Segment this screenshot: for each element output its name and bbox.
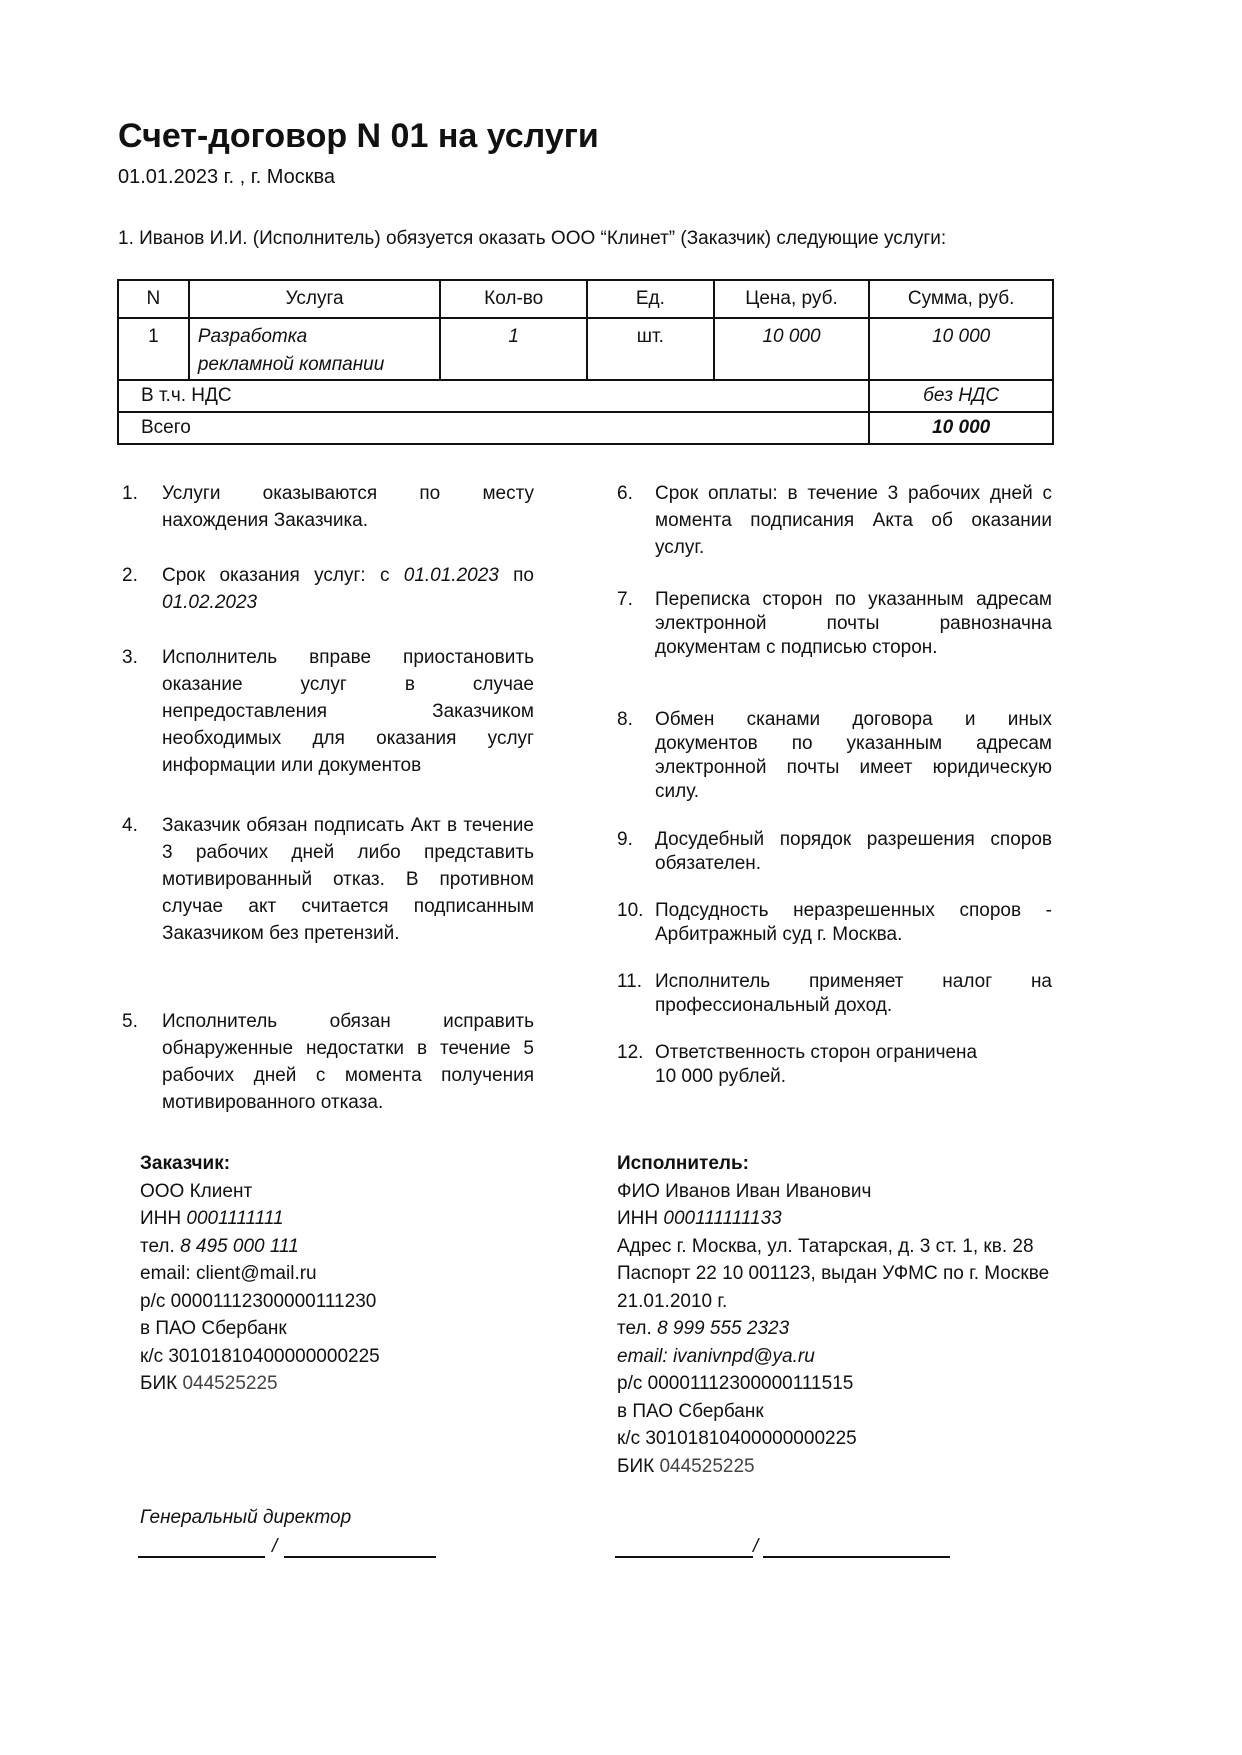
term-text: Услуги оказываются по месту нахождения Заказчика. <box>162 483 534 531</box>
term-line2: 10 000 рублей. <box>655 1066 787 1087</box>
table-header-row <box>118 280 1053 318</box>
term-number: 4. <box>122 815 138 836</box>
contractor-email: email: ivanivnpd@ya.ru <box>617 1345 815 1367</box>
services-table <box>117 279 1054 445</box>
cell-sum: 10 000 <box>869 318 1053 380</box>
customer-phone <box>140 1233 380 1261</box>
header-unit: Ед. <box>587 280 714 318</box>
term-text <box>162 562 534 616</box>
term-text: Подсудность неразрешенных споров - Арбитражный суд г. Москва. <box>655 900 1052 945</box>
contractor-inn <box>617 1205 1049 1233</box>
contractor-signature-line <box>615 1534 955 1558</box>
bik-label: БИК <box>617 1455 660 1477</box>
term-text: Досудебный порядок разрешения споров обязателен. <box>655 829 1052 874</box>
vat-label: В т.ч. НДС <box>118 380 869 412</box>
bik-label: БИК <box>140 1373 183 1394</box>
cell-n: 1 <box>118 318 189 380</box>
header-n: N <box>118 280 189 318</box>
term-number: 8. <box>617 709 633 730</box>
total-value: 10 000 <box>869 412 1053 444</box>
cell-price: 10 000 <box>714 318 870 380</box>
term-number: 12. <box>617 1042 644 1063</box>
term-item <box>122 480 534 534</box>
contractor-passport-date: 21.01.2010 г. <box>617 1290 728 1312</box>
term-middle: по <box>498 565 534 586</box>
term-text: Исполнитель обязан исправить обнаруженные недостатки в течение 5 рабочих дней с момента получения мотивированного отказа. <box>162 1011 534 1113</box>
customer-corr-account: к/с 30101810400000000225 <box>140 1345 380 1367</box>
phone-label: тел. <box>140 1235 181 1257</box>
phone-value: 8 495 000 111 <box>180 1235 299 1257</box>
contractor-account: р/с 00001112300000111515 <box>617 1373 854 1394</box>
customer-signatory-role: Генеральный директор <box>140 1507 352 1528</box>
service-line2: рекламной компании <box>197 354 385 375</box>
phone-value: 8 999 555 2323 <box>657 1318 790 1339</box>
term-item <box>617 708 1052 804</box>
inn-value: 000111111133 <box>663 1208 782 1229</box>
inn-label: ИНН <box>617 1208 664 1229</box>
service-line1: Разработка <box>197 326 308 347</box>
customer-details <box>140 1150 380 1398</box>
term-number: 7. <box>617 589 633 610</box>
header-price: Цена, руб. <box>714 280 870 318</box>
name-field <box>284 1556 436 1558</box>
term-prefix: Срок оказания услуг: с <box>162 565 404 586</box>
total-label: Всего <box>118 412 869 444</box>
term-text: Обмен сканами договора и иных документов по указанным адресам электронной почты имеет юридическую силу. <box>655 709 1052 802</box>
bik-value: 044525225 <box>659 1455 755 1477</box>
term-number: 3. <box>122 647 138 668</box>
term-number: 5. <box>122 1011 138 1032</box>
signature-field <box>138 1556 265 1558</box>
term-text <box>655 1041 1052 1089</box>
table-row <box>118 318 1053 380</box>
page-title: Счет-договор N 01 на услуги <box>118 117 599 155</box>
contractor-phone <box>617 1315 1049 1343</box>
term-number: 2. <box>122 565 138 586</box>
customer-bank: в ПАО Сбербанк <box>140 1318 287 1339</box>
contractor-bik <box>617 1453 1049 1481</box>
intro-paragraph: 1. Иванов И.И. (Исполнитель) обязуется оказать ООО “Клинет” (Заказчик) следующие услуги: <box>118 228 947 249</box>
term-item <box>617 480 1052 561</box>
term-item <box>617 1041 1052 1089</box>
term-number: 1. <box>122 483 138 504</box>
term-text: Исполнитель применяет налог на профессиональный доход. <box>655 971 1052 1016</box>
cell-qty: 1 <box>440 318 587 380</box>
signature-field <box>615 1556 753 1558</box>
term-number: 6. <box>617 483 633 504</box>
term-number: 9. <box>617 829 633 850</box>
header-qty: Кол-во <box>440 280 587 318</box>
contractor-bank: в ПАО Сбербанк <box>617 1400 764 1422</box>
date-and-city: 01.01.2023 г. , г. Москва <box>118 166 335 188</box>
term-number: 10. <box>617 900 644 921</box>
term-item <box>122 812 534 947</box>
contractor-label: Исполнитель: <box>617 1153 750 1174</box>
term-text: Срок оплаты: в течение 3 рабочих дней с момента подписания Акта об оказании услуг. <box>655 483 1052 558</box>
header-sum: Сумма, руб. <box>869 280 1053 318</box>
customer-inn <box>140 1205 380 1233</box>
term-item <box>617 828 1052 876</box>
inn-label: ИНН <box>140 1208 187 1229</box>
vat-value: без НДС <box>869 380 1053 412</box>
bik-value: 044525225 <box>182 1373 278 1394</box>
header-service: Услуга <box>189 280 441 318</box>
cell-unit: шт. <box>587 318 714 380</box>
customer-label: Заказчик: <box>140 1153 231 1174</box>
term-text: Переписка сторон по указанным адресам электронной почты равнозначна документам с подписью сторон. <box>655 589 1052 658</box>
term-text: Заказчик обязан подписать Акт в течение 3 рабочих дней либо представить мотивированный отказ. В противном случае акт считается подписанным Заказчиком без претензий. <box>162 815 534 944</box>
name-field <box>763 1556 950 1558</box>
date-from: 01.01.2023 <box>403 565 499 586</box>
phone-label: тел. <box>617 1318 658 1339</box>
date-to: 01.02.2023 <box>162 592 258 613</box>
contractor-address: Адрес г. Москва, ул. Татарская, д. 3 ст. 1, кв. 28 <box>617 1235 1034 1257</box>
term-line1: Ответственность сторон ограничена <box>655 1042 978 1063</box>
contractor-passport: Паспорт 22 10 001123, выдан УФМС по г. Москве <box>617 1263 1050 1284</box>
inn-value: 0001111111 <box>186 1208 284 1229</box>
customer-email: email: client@mail.ru <box>140 1263 317 1284</box>
contractor-corr-account: к/с 30101810400000000225 <box>617 1428 857 1449</box>
signature-slash: / <box>753 1536 759 1557</box>
term-item <box>617 588 1052 660</box>
contractor-details <box>617 1150 1049 1480</box>
term-item <box>122 1008 534 1116</box>
term-item <box>122 562 534 616</box>
signature-slash: / <box>272 1536 278 1557</box>
customer-signature-line <box>138 1534 438 1558</box>
cell-service <box>189 318 441 380</box>
customer-account: р/с 00001112300000111230 <box>140 1290 377 1312</box>
vat-row <box>118 380 1053 412</box>
customer-name: ООО Клиент <box>140 1180 253 1202</box>
contractor-name: ФИО Иванов Иван Иванович <box>617 1180 872 1202</box>
term-item <box>617 899 1052 947</box>
customer-bik <box>140 1370 380 1398</box>
term-number: 11. <box>617 971 643 992</box>
term-text: Исполнитель вправе приостановить оказание услуг в случае непредоставления Заказчиком необходимых для оказания услуг информации или документов <box>162 647 534 776</box>
term-item <box>122 644 534 779</box>
term-item <box>617 970 1052 1018</box>
total-row <box>118 412 1053 444</box>
